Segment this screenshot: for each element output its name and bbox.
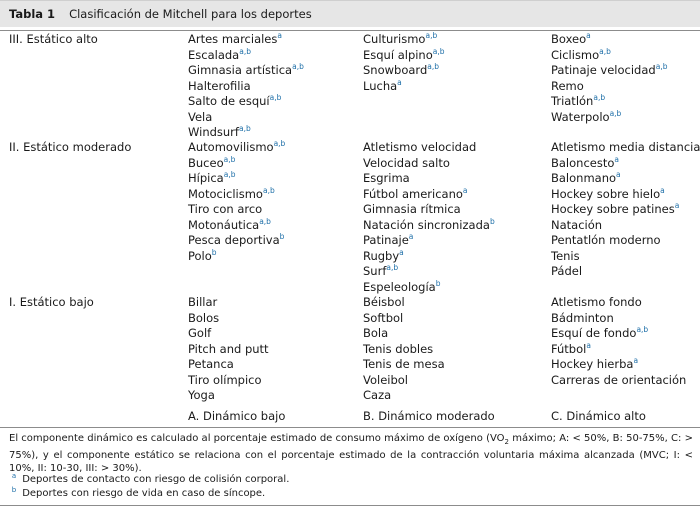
sport-footnote-mark: b	[279, 232, 285, 241]
sport-footnote-mark: a,b	[262, 185, 275, 195]
sport-name: Béisbol	[363, 295, 405, 309]
sport-item	[188, 63, 304, 79]
sport-item	[363, 140, 495, 156]
sport-item	[188, 388, 269, 404]
sport-name: Natación	[551, 217, 603, 232]
footnote-a-text: Deportes de contacto con riesgo de colisión corporal.	[22, 474, 290, 485]
sport-item	[363, 264, 495, 280]
sport-name: Bádminton	[551, 310, 614, 325]
sport-footnote-mark: b	[435, 278, 441, 288]
category-static-high: III. Estático alto	[9, 32, 98, 46]
sport-footnote-mark: a	[614, 154, 619, 164]
sport-name: Tiro con arco	[188, 202, 263, 216]
sport-item	[363, 63, 445, 79]
column-header-dynamic-low: A. Dinámico bajo	[188, 409, 286, 423]
sport-footnote-mark: a,b	[239, 46, 251, 56]
sport-item	[363, 311, 445, 327]
sport-name: Esquí de fondo	[551, 326, 637, 340]
cell-static-low-dyn-high	[551, 295, 686, 388]
sport-name: Patinaje	[363, 233, 409, 247]
sport-name: Gimnasia rítmica	[363, 202, 461, 216]
sport-footnote-mark: a,b	[599, 46, 611, 56]
sport-footnote-mark: a,b	[223, 170, 236, 179]
sport-footnote-mark: a,b	[223, 154, 236, 164]
sport-item	[551, 63, 667, 79]
sport-item	[188, 311, 269, 327]
sport-item	[363, 202, 495, 218]
sport-name: Vela	[188, 109, 213, 124]
footnote-text-2: máximo; A: < 50%, B: 50-75%, C: > 75%), y el componente estático se relaciona con el porcentaje estimado de la contracción voluntaria máxima alcanzada (MVC; I: < 10%, II: 10-30, III: > 30%).	[9, 433, 693, 474]
sport-item	[551, 373, 686, 389]
sport-name: Voleibol	[363, 372, 409, 387]
sport-item	[188, 156, 285, 172]
sport-footnote-mark: a,b	[636, 325, 649, 334]
sport-footnote-mark: b	[211, 247, 217, 257]
sport-item	[363, 373, 445, 389]
sport-name: Surf	[363, 264, 387, 278]
sport-name: Tenis dobles	[363, 341, 434, 356]
sport-name: Fútbol	[551, 341, 587, 356]
sport-item	[551, 342, 686, 358]
sport-footnote-mark: a	[399, 247, 404, 257]
sport-name: Pitch and putt	[188, 341, 269, 356]
sport-name: Motonáutica	[188, 217, 260, 232]
sport-item	[551, 187, 700, 203]
sport-name: Espeleología	[363, 279, 436, 294]
cell-static-mod-dyn-mod	[363, 140, 495, 295]
sport-item	[188, 202, 285, 218]
sport-name: Pádel	[551, 264, 583, 278]
column-header-dynamic-high: C. Dinámico alto	[551, 409, 646, 423]
sport-item	[551, 357, 686, 373]
sport-name: Hípica	[188, 171, 224, 185]
sport-name: Pentatlón moderno	[551, 233, 661, 247]
sport-name: Esgrima	[363, 171, 410, 185]
cell-static-mod-dyn-high	[551, 140, 700, 280]
sport-name: Bolos	[188, 310, 220, 325]
footnote-b: b Deportes con riesgo de vida en caso de síncope.	[11, 486, 266, 499]
sport-name: Boxeo	[551, 32, 587, 46]
sport-item	[551, 233, 700, 249]
sport-footnote-mark: a,b	[655, 62, 668, 71]
table-label: Tabla 1	[9, 7, 56, 21]
sport-footnote-mark: a	[660, 185, 665, 195]
sport-item	[188, 233, 285, 249]
sport-name: Tenis	[551, 248, 580, 263]
footnote-text-1: El componente dinámico es calculado al porcentaje estimado de consumo máximo de oxígeno (VO	[9, 433, 505, 444]
sport-item	[188, 125, 304, 141]
sport-item	[188, 32, 304, 48]
sport-item	[551, 218, 700, 234]
sport-item	[551, 326, 686, 342]
sport-item	[363, 342, 445, 358]
sport-name: Golf	[188, 326, 212, 340]
sport-name: Escalada	[188, 47, 240, 62]
sport-name: Salto de esquí	[188, 94, 270, 108]
sport-name: Ciclismo	[551, 47, 600, 62]
sport-item	[363, 233, 495, 249]
sport-item	[551, 94, 667, 110]
sport-footnote-mark: a,b	[269, 93, 282, 102]
sport-item	[551, 311, 686, 327]
sport-footnote-mark: a,b	[292, 62, 304, 71]
sport-name: Patinaje velocidad	[551, 63, 656, 77]
footnote-b-text: Deportes con riesgo de vida en caso de síncope.	[22, 488, 266, 499]
sport-footnote-mark: a,b	[386, 263, 399, 272]
sport-name: Rugby	[363, 248, 400, 263]
sport-name: Hockey sobre hielo	[551, 186, 661, 201]
sport-item	[551, 249, 700, 265]
sport-name: Tiro olímpico	[188, 372, 262, 387]
sport-item	[363, 32, 445, 48]
sport-footnote-mark: a,b	[593, 93, 606, 102]
sport-item	[363, 218, 495, 234]
sport-name: Automovilismo	[188, 140, 274, 154]
category-static-low: I. Estático bajo	[9, 295, 94, 309]
sport-item	[551, 295, 686, 311]
sport-name: Baloncesto	[551, 155, 615, 170]
sport-item	[363, 187, 495, 203]
sport-footnote-mark: a	[462, 185, 468, 195]
table-caption	[0, 0, 700, 27]
sport-name: Waterpolo	[551, 109, 610, 124]
sport-name: Atletismo media distancia	[551, 140, 700, 154]
sport-item	[188, 249, 285, 265]
sport-name: Fútbol americano	[363, 186, 463, 201]
sport-name: Hockey hierba	[551, 357, 634, 371]
header-rule	[0, 30, 700, 31]
sport-item	[363, 171, 495, 187]
sport-footnote-mark: a	[586, 31, 591, 40]
sport-item	[188, 48, 304, 64]
footnote-subscript: 2	[504, 438, 510, 446]
cell-static-low-dyn-low	[188, 295, 269, 404]
sport-item	[551, 110, 667, 126]
table-title: Clasificación de Mitchell para los deportes	[69, 7, 312, 21]
sport-footnote-mark: b	[489, 216, 495, 226]
sport-footnote-mark: a	[397, 77, 402, 87]
sport-item	[188, 218, 285, 234]
sport-item	[551, 79, 667, 95]
sport-name: Gimnasia artística	[188, 63, 293, 77]
sport-item	[188, 171, 285, 187]
sport-name: Carreras de orientación	[551, 372, 687, 387]
sport-item	[551, 140, 700, 156]
sport-footnote-mark: a,b	[238, 124, 251, 133]
category-static-moderate: II. Estático moderado	[9, 140, 132, 154]
sport-item	[188, 79, 304, 95]
sport-footnote-mark: a,b	[427, 62, 439, 71]
sport-item	[363, 79, 445, 95]
cell-static-high-dyn-high	[551, 32, 667, 125]
sport-name: Atletismo velocidad	[363, 140, 477, 154]
sport-name: Snowboard	[363, 63, 428, 77]
sport-name: Lucha	[363, 78, 398, 93]
sport-name: Caza	[363, 388, 392, 402]
sport-name: Artes marciales	[188, 32, 278, 46]
sport-name: Softbol	[363, 310, 404, 325]
sport-footnote-mark: a,b	[425, 31, 438, 40]
sport-item	[551, 156, 700, 172]
sport-footnote-mark: a	[408, 232, 414, 241]
sport-name: Bola	[363, 326, 389, 340]
sport-item	[188, 357, 269, 373]
sport-item	[551, 264, 700, 280]
cell-static-high-dyn-low	[188, 32, 304, 141]
sport-name: Remo	[551, 78, 584, 93]
sport-item	[188, 295, 269, 311]
sport-footnote-mark: a,b	[273, 139, 286, 148]
sport-name: Natación sincronizada	[363, 217, 490, 232]
sport-name: Esquí alpino	[363, 47, 433, 62]
sport-item	[363, 357, 445, 373]
sport-name: Triatlón	[551, 94, 594, 108]
sport-name: Culturismo	[363, 32, 426, 46]
sport-item	[363, 249, 495, 265]
sport-name: Yoga	[188, 388, 215, 402]
sport-item	[551, 32, 667, 48]
table-footnote	[9, 432, 693, 475]
bottom-rule	[0, 505, 700, 506]
column-header-dynamic-moderate: B. Dinámico moderado	[363, 409, 495, 423]
sport-item	[551, 171, 700, 187]
cell-static-mod-dyn-low	[188, 140, 285, 264]
sport-name: Polo	[188, 248, 212, 263]
sport-item	[551, 48, 667, 64]
sport-name: Pesca deportiva	[188, 233, 280, 247]
sport-name: Halterofilia	[188, 78, 251, 93]
sport-footnote-mark: a	[277, 31, 282, 40]
sport-item	[188, 373, 269, 389]
sport-item	[188, 342, 269, 358]
sport-item	[551, 202, 700, 218]
sport-item	[363, 280, 495, 296]
sport-footnote-mark: a,b	[432, 46, 445, 56]
sport-item	[363, 156, 495, 172]
sport-item	[188, 326, 269, 342]
sport-name: Hockey sobre patines	[551, 202, 675, 216]
sport-name: Petanca	[188, 357, 234, 371]
sport-name: Billar	[188, 295, 218, 309]
sport-name: Motociclismo	[188, 186, 263, 201]
footnote-a: a Deportes de contacto con riesgo de colisión corporal.	[11, 472, 290, 485]
sport-name: Windsurf	[188, 125, 239, 139]
sport-name: Atletismo fondo	[551, 295, 642, 309]
sport-item	[363, 388, 445, 404]
sport-item	[188, 110, 304, 126]
footer-rule	[0, 427, 700, 428]
sport-item	[188, 187, 285, 203]
sport-item	[363, 48, 445, 64]
sport-item	[363, 295, 445, 311]
sport-footnote-mark: a,b	[609, 108, 622, 118]
sport-name: Balonmano	[551, 171, 617, 185]
sport-name: Tenis de mesa	[363, 357, 445, 371]
sport-footnote-mark: a	[616, 170, 621, 179]
cell-static-high-dyn-mod	[363, 32, 445, 94]
sport-footnote-mark: a,b	[259, 216, 271, 226]
sport-footnote-mark: a	[586, 340, 591, 350]
sport-item	[188, 94, 304, 110]
sport-item	[363, 326, 445, 342]
sport-item	[188, 140, 285, 156]
sport-name: Velocidad salto	[363, 155, 450, 170]
cell-static-low-dyn-mod	[363, 295, 445, 404]
sport-footnote-mark: a	[633, 356, 639, 365]
sport-footnote-mark: a	[674, 201, 680, 210]
sport-name: Buceo	[188, 155, 224, 170]
